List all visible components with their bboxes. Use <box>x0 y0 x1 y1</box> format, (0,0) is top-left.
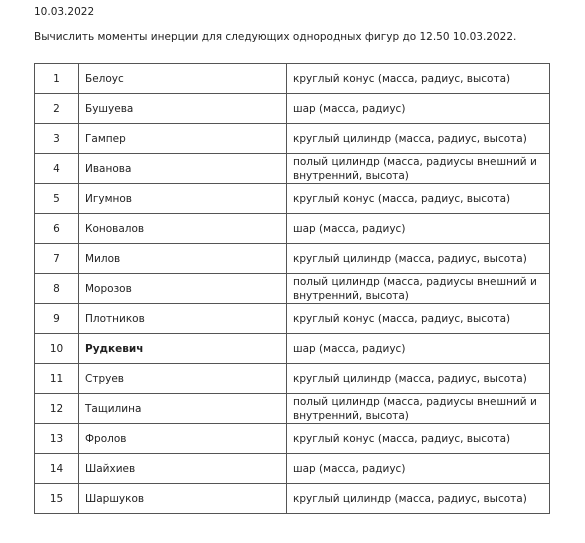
student-name: Морозов <box>79 274 287 304</box>
table-row <box>35 394 550 424</box>
row-number: 10 <box>35 334 79 364</box>
student-name: Струев <box>79 364 287 394</box>
table-row <box>35 124 550 154</box>
table-row <box>35 94 550 124</box>
row-number: 2 <box>35 94 79 124</box>
table-row <box>35 154 550 184</box>
figure-description: круглый цилиндр (масса, радиус, высота) <box>287 124 550 154</box>
table-row <box>35 484 550 514</box>
task-text: Вычислить моменты инерции для следующих однородных фигур до 12.50 10.03.2022. <box>34 31 517 43</box>
row-number: 1 <box>35 64 79 94</box>
row-number: 6 <box>35 214 79 244</box>
row-number: 14 <box>35 454 79 484</box>
row-number: 5 <box>35 184 79 214</box>
student-name: Рудкевич <box>79 334 287 364</box>
figure-description: полый цилиндр (масса, радиусы внешний и внутренний, высота) <box>287 394 550 424</box>
student-name: Фролов <box>79 424 287 454</box>
student-name: Шайхиев <box>79 454 287 484</box>
row-number: 7 <box>35 244 79 274</box>
figure-description: круглый конус (масса, радиус, высота) <box>287 304 550 334</box>
student-name: Игумнов <box>79 184 287 214</box>
student-name: Коновалов <box>79 214 287 244</box>
figure-description: круглый конус (масса, радиус, высота) <box>287 424 550 454</box>
assignment-table-body <box>35 64 550 514</box>
figure-description: круглый конус (масса, радиус, высота) <box>287 184 550 214</box>
row-number: 4 <box>35 154 79 184</box>
row-number: 3 <box>35 124 79 154</box>
row-number: 13 <box>35 424 79 454</box>
student-name: Белоус <box>79 64 287 94</box>
table-row <box>35 424 550 454</box>
table-row <box>35 274 550 304</box>
figure-description: полый цилиндр (масса, радиусы внешний и внутренний, высота) <box>287 154 550 184</box>
student-name: Милов <box>79 244 287 274</box>
table-row <box>35 364 550 394</box>
student-name: Плотников <box>79 304 287 334</box>
student-name: Гампер <box>79 124 287 154</box>
figure-description: шар (масса, радиус) <box>287 94 550 124</box>
student-name: Бушуева <box>79 94 287 124</box>
row-number: 11 <box>35 364 79 394</box>
figure-description: круглый цилиндр (масса, радиус, высота) <box>287 364 550 394</box>
table-row <box>35 214 550 244</box>
student-name: Иванова <box>79 154 287 184</box>
figure-description: круглый конус (масса, радиус, высота) <box>287 64 550 94</box>
row-number: 8 <box>35 274 79 304</box>
document-date: 10.03.2022 <box>34 6 95 18</box>
row-number: 9 <box>35 304 79 334</box>
table-row <box>35 454 550 484</box>
figure-description: круглый цилиндр (масса, радиус, высота) <box>287 244 550 274</box>
table-row <box>35 244 550 274</box>
figure-description: шар (масса, радиус) <box>287 454 550 484</box>
figure-description: круглый цилиндр (масса, радиус, высота) <box>287 484 550 514</box>
assignment-table <box>34 63 550 514</box>
figure-description: шар (масса, радиус) <box>287 214 550 244</box>
figure-description: шар (масса, радиус) <box>287 334 550 364</box>
table-row <box>35 334 550 364</box>
student-name: Тащилина <box>79 394 287 424</box>
figure-description: полый цилиндр (масса, радиусы внешний и внутренний, высота) <box>287 274 550 304</box>
row-number: 15 <box>35 484 79 514</box>
table-row <box>35 304 550 334</box>
table-row <box>35 184 550 214</box>
row-number: 12 <box>35 394 79 424</box>
student-name: Шаршуков <box>79 484 287 514</box>
table-row <box>35 64 550 94</box>
